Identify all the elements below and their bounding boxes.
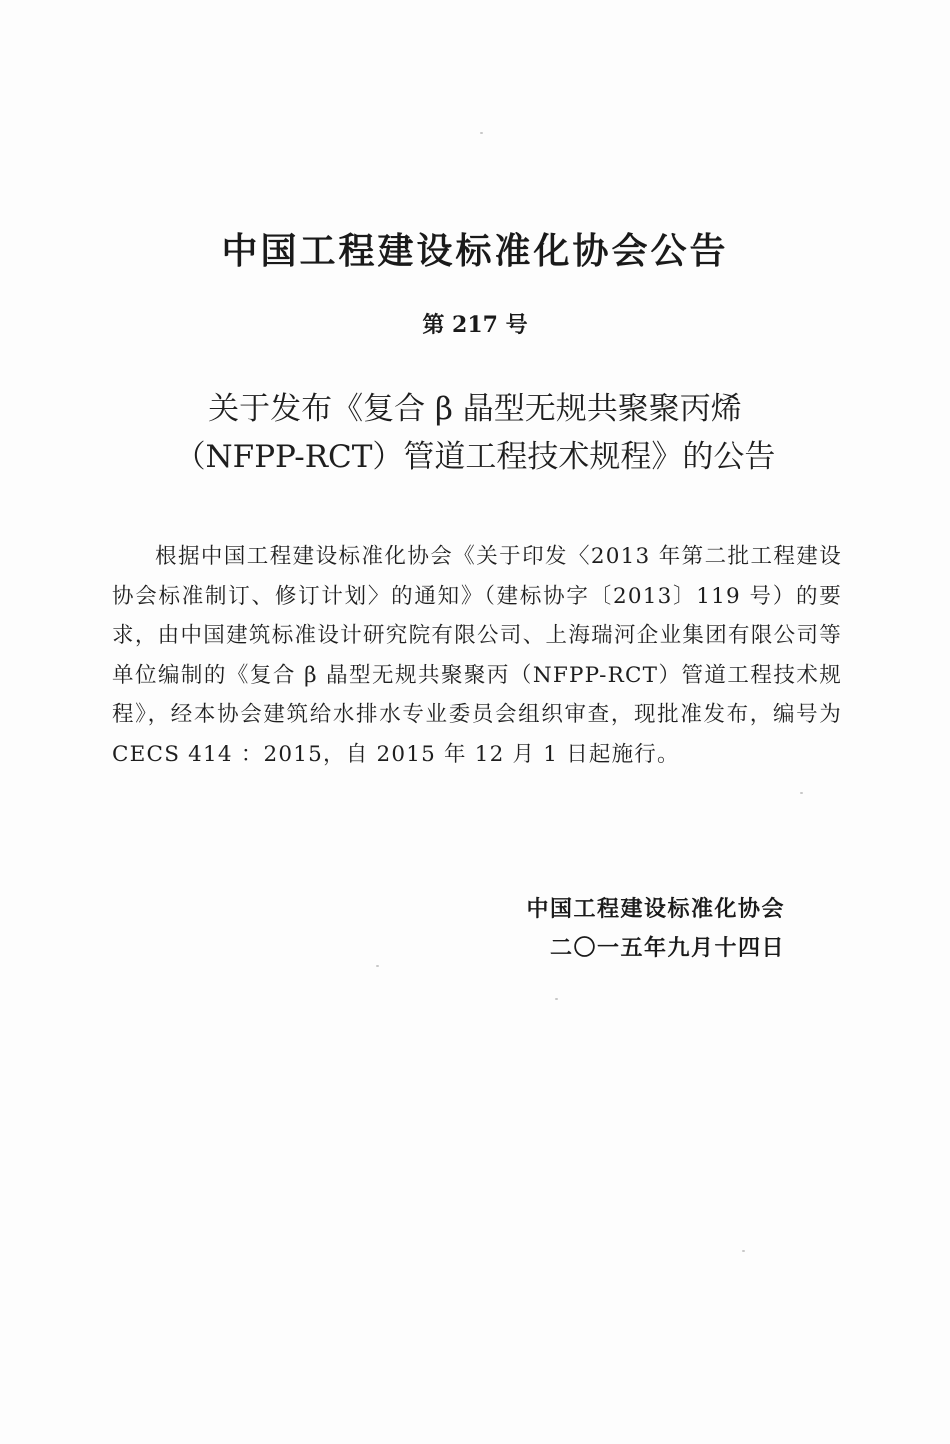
org-title: 中国工程建设标准化协会公告 [221,231,729,272]
announcement-number: 第 217 号 [422,312,528,338]
announcement-title-line-1: 关于发布《复合 β 晶型无规共聚聚丙烯 [208,391,742,427]
scan-speck [742,1250,745,1252]
signature-organization: 中国工程建设标准化协会 [526,897,785,922]
scan-speck [376,965,379,967]
scan-speck [555,998,558,1000]
scan-speck [800,792,803,794]
scan-speck [480,132,483,134]
announcement-body: 根据中国工程建设标准化协会《关于印发〈2013 年第二批工程建设协会标准制订、修订计划〉的通知》（建标协字〔2013〕119 号）的要求，由中国建筑标准设计研究院有限公司、上海瑞河企业集团有限公司等单位编制的《复合 β 晶型无规共聚聚丙（NFPP-RCT）管道工程技术规程》，经本协会建筑给水排水专业委员会组织审查，现批准发布，编号为 CECS 414 ：2015，自 2015 年 12 月 1 日起施行。 [112,544,842,767]
announcement-title-line-2: （NFPP-RCT）管道工程技术规程》的公告 [174,439,776,475]
signature-date: 二〇一五年九月十四日 [549,936,785,961]
